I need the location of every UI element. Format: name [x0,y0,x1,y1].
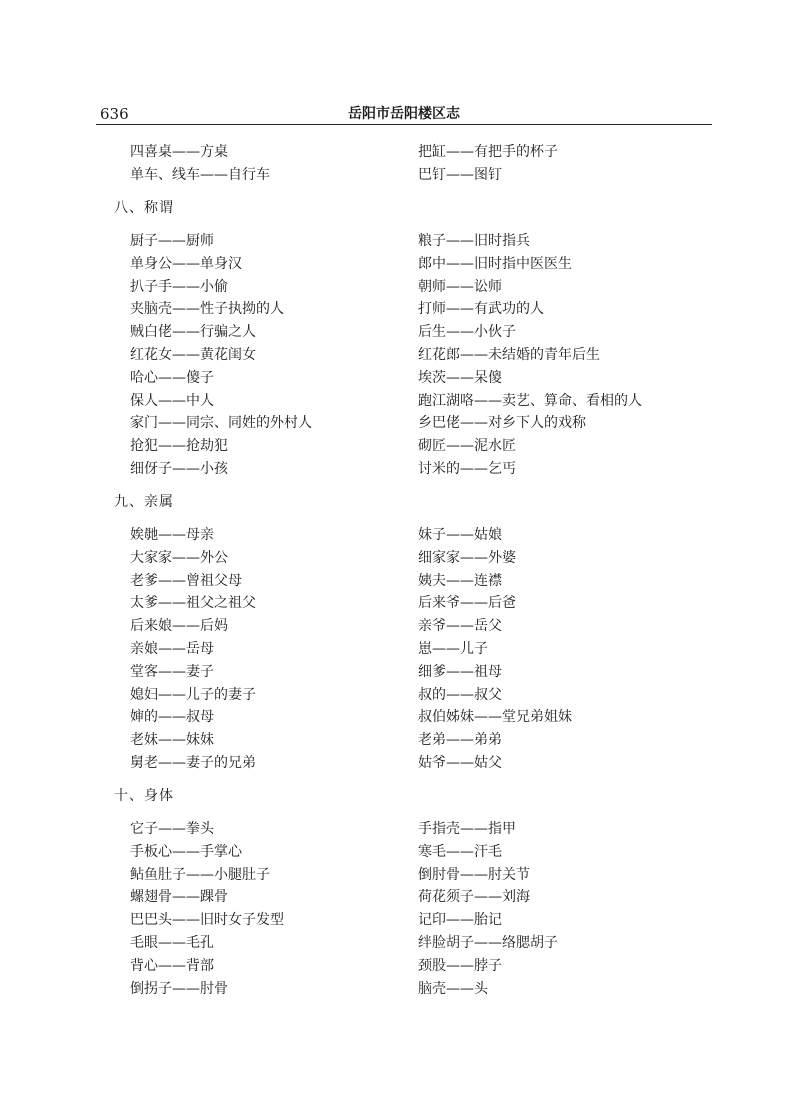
term-entry: 家门——同宗、同姓的外村人 [130,415,312,432]
page-header [96,104,712,124]
term-entry: 埃茨——呆傻 [418,369,502,386]
term-entry: 老妹——妹妹 [130,732,214,749]
term-entry: 细伢子——小孩 [130,460,228,477]
term-entry: 贼白佬——行骗之人 [130,324,256,341]
term-entry: 娭毑——母亲 [130,527,214,543]
term-entry: 打师——有武功的人 [418,301,544,318]
term-entry: 单身公——单身汉 [130,255,242,272]
term-entry: 粮子——旧时指兵 [418,233,530,249]
term-entry: 叔伯姊妹——堂兄弟姐妹 [418,709,572,726]
term-entry: 毛眼——毛孔 [130,934,214,951]
term-entry: 红花郎——未结婚的青年后生 [418,346,600,363]
term-entry: 它子——拳头 [130,821,214,837]
term-entry: 保人——中人 [130,392,214,409]
term-column-left [130,818,284,1000]
term-entry: 堂客——妻子 [130,663,214,680]
term-entry: 背心——背部 [130,957,214,974]
header-rule [96,124,712,125]
term-entry: 颈股——脖子 [418,957,502,974]
term-entry: 扒子手——小偷 [130,278,228,295]
term-entry: 把缸——有把手的杯子 [418,144,558,160]
term-entry: 太爹——祖父之祖父 [130,595,256,612]
term-entry: 老弟——弟弟 [418,732,502,749]
term-entry: 脑壳——头 [418,980,488,997]
term-entry: 抢犯——抢劫犯 [130,438,228,455]
term-entry: 细爹——祖母 [418,663,502,680]
term-entry: 舅老——妻子的兄弟 [130,754,256,771]
header-title: 岳阳市岳阳楼区志 [348,106,460,122]
term-entry: 乡巴佬——对乡下人的戏称 [418,415,586,432]
term-entry: 四喜桌——方桌 [130,144,228,160]
term-entry: 跑江湖咯——卖艺、算命、看相的人 [418,392,642,409]
term-entry: 记印——胎记 [418,912,502,929]
term-entry: 绊脸胡子——络腮胡子 [418,934,558,951]
term-entry: 媳妇——儿子的妻子 [130,686,256,703]
term-entry: 夹脑壳——性子执拗的人 [130,301,284,318]
term-column-right [418,141,558,187]
term-entry: 叔的——叔父 [418,686,502,703]
section-heading: 八、称谓 [114,200,174,216]
term-entry: 红花女——黄花闺女 [130,346,256,363]
term-column-left [130,141,270,187]
section-heading: 十、身体 [114,788,174,804]
term-column-left [130,524,256,775]
term-entry: 后来娘——后妈 [130,618,228,635]
term-entry: 巴巴头——旧时女子发型 [130,912,284,929]
term-entry: 厨子——厨师 [130,233,214,249]
section-heading: 九、亲属 [114,494,174,510]
term-entry: 崽——儿子 [418,640,488,657]
term-entry: 老爹——曾祖父母 [130,572,242,589]
page-number: 636 [100,105,129,123]
term-entry: 妹子——姑娘 [418,527,502,543]
term-entry: 寒毛——汗毛 [418,843,502,860]
term-column-right [418,524,572,775]
term-entry: 鲇鱼肚子——小腿肚子 [130,866,270,883]
term-entry: 单车、线车——自行车 [130,166,270,183]
term-entry: 后来爷——后爸 [418,595,516,612]
term-entry: 亲娘——岳母 [130,640,214,657]
term-entry: 郎中——旧时指中医医生 [418,255,572,272]
term-entry: 姑爷——姑父 [418,754,502,771]
term-column-left [130,230,312,481]
term-entry: 讨米的——乞丐 [418,460,516,477]
term-entry: 亲爷——岳父 [418,618,502,635]
term-entry: 手指壳——指甲 [418,821,516,837]
term-entry: 螺翅骨——踝骨 [130,889,228,906]
term-entry: 倒拐子——肘骨 [130,980,228,997]
term-entry: 荷花须子——刘海 [418,889,530,906]
term-entry: 倒肘骨——肘关节 [418,866,530,883]
term-column-right [418,230,642,481]
term-entry: 后生——小伙子 [418,324,516,341]
term-entry: 巴钉——图钉 [418,166,502,183]
term-entry: 大家家——外公 [130,549,228,566]
term-entry: 手板心——手掌心 [130,843,242,860]
term-entry: 婶的——叔母 [130,709,214,726]
term-entry: 朝师——讼师 [418,278,502,295]
term-entry: 姨夫——连襟 [418,572,502,589]
term-entry: 细家家——外婆 [418,549,516,566]
term-column-right [418,818,558,1000]
term-entry: 砌匠——泥水匠 [418,438,516,455]
term-entry: 哈心——傻子 [130,369,214,386]
